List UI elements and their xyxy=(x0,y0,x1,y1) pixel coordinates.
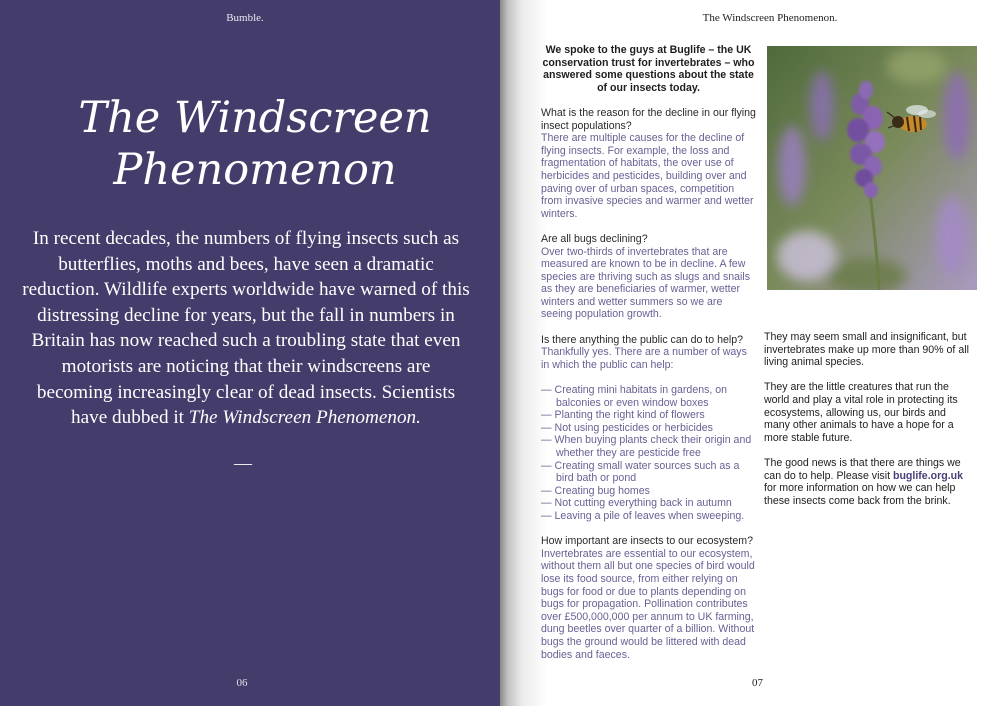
question-4: How important are insects to our ecosystem? xyxy=(541,535,753,548)
interview-column xyxy=(541,44,756,674)
buglife-link[interactable]: buglife.org.uk xyxy=(892,469,964,482)
title-line-1: The Windscreen xyxy=(78,93,432,143)
running-head-right: The Windscreen Phenomenon. xyxy=(702,12,838,24)
title-line-2: Phenomenon xyxy=(113,145,397,195)
list-item: — Creating small water sources such as a bird bath or pond xyxy=(541,459,740,485)
answer-2: Over two-thirds of invertebrates that are measured are known to be in decline. A few species are thriving such as slugs and snails as they are beneficiaries of warmer, wetter winters and wetter summers so we are seeing population growth. xyxy=(541,245,751,321)
article-title xyxy=(20,92,490,196)
intro-text: In recent decades, the numbers of flying insects such as butterflies, moths and bees, have seen a dramatic reduction. Wildlife experts worldwide have warned of this distressing decline for years, but the fall in numbers in Britain has now reached such a troubling state that even motorists are noticing that their windscreens are becoming increasingly clear of dead insects. Scientists have dubbed it xyxy=(22,228,470,429)
list-item: — Planting the right kind of flowers xyxy=(541,409,705,422)
running-head-left: Bumble. xyxy=(226,12,264,24)
qa-block-4 xyxy=(541,535,756,661)
intro-paragraph xyxy=(22,226,470,431)
page-number-left: 06 xyxy=(236,677,248,689)
list-item: — Leaving a pile of leaves when sweeping. xyxy=(541,509,745,522)
question-2: Are all bugs declining? xyxy=(541,232,648,245)
lavender-photo-illustration xyxy=(767,46,977,290)
qa-block-3 xyxy=(541,334,756,372)
closing-paragraph-2: They are the little creatures that run the world and play a vital role in protecting its ecosystems, allowing us, our birds and many other animals to have a hope for a more stable future. xyxy=(764,381,958,444)
list-item: — Not using pesticides or herbicides xyxy=(541,421,713,434)
lead-paragraph: We spoke to the guys at Buglife – the UK conservation trust for invertebrates – who answered some questions about the state of our insects today. xyxy=(542,44,755,94)
closing-column xyxy=(764,331,974,520)
qa-block-2 xyxy=(541,233,756,321)
closing-text-start: The good news is that there are things we can do to help. Please visit xyxy=(764,456,961,482)
qa-block-1 xyxy=(541,107,756,220)
list-item: — When buying plants check their origin and whether they are pesticide free xyxy=(541,434,752,459)
list-item: — Not cutting everything back in autumn xyxy=(541,497,732,510)
help-list xyxy=(541,384,756,523)
list-item: — Creating bug homes xyxy=(541,484,650,497)
end-mark: — xyxy=(234,453,252,473)
closing-text-end: for more information on how we can help these insects come back from the brink. xyxy=(764,482,956,507)
closing-paragraph-1: They may seem small and insignificant, but invertebrates make up more than 90% of all living animal species. xyxy=(764,331,969,369)
closing-paragraph-3 xyxy=(764,457,974,507)
page-number-right: 07 xyxy=(752,677,763,689)
right-page xyxy=(500,0,1000,706)
question-1: What is the reason for the decline in our flying insect populations? xyxy=(541,106,756,132)
bee-on-lavender-photo xyxy=(767,46,977,290)
intro-emphasis: The Windscreen Phenomenon. xyxy=(188,407,421,429)
answer-3: Thankfully yes. There are a number of ways in which the public can help: xyxy=(541,346,747,371)
list-item: — Creating mini habitats in gardens, on balconies or even window boxes xyxy=(541,384,728,409)
answer-1: There are multiple causes for the decline of flying insects. For example, the loss and fragmentation of habitats, the over use of herbicides and pesticides, building over and paving over of urban spaces, competition from invasive species and warmer and wetter winters. xyxy=(541,132,754,220)
answer-4: Invertebrates are essential to our ecosystem, without them all but one species of bird would lose its food source, from either relying on bugs for food or due to plants depending on bugs for propagation. Pollination contributes over £500,000,000 per annum to UK farming, dung beetles over quarter of a billion. Without bugs the ground would be littered with dead bodies and faeces. xyxy=(541,547,755,661)
question-3: Is there anything the public can do to help? xyxy=(541,333,744,346)
